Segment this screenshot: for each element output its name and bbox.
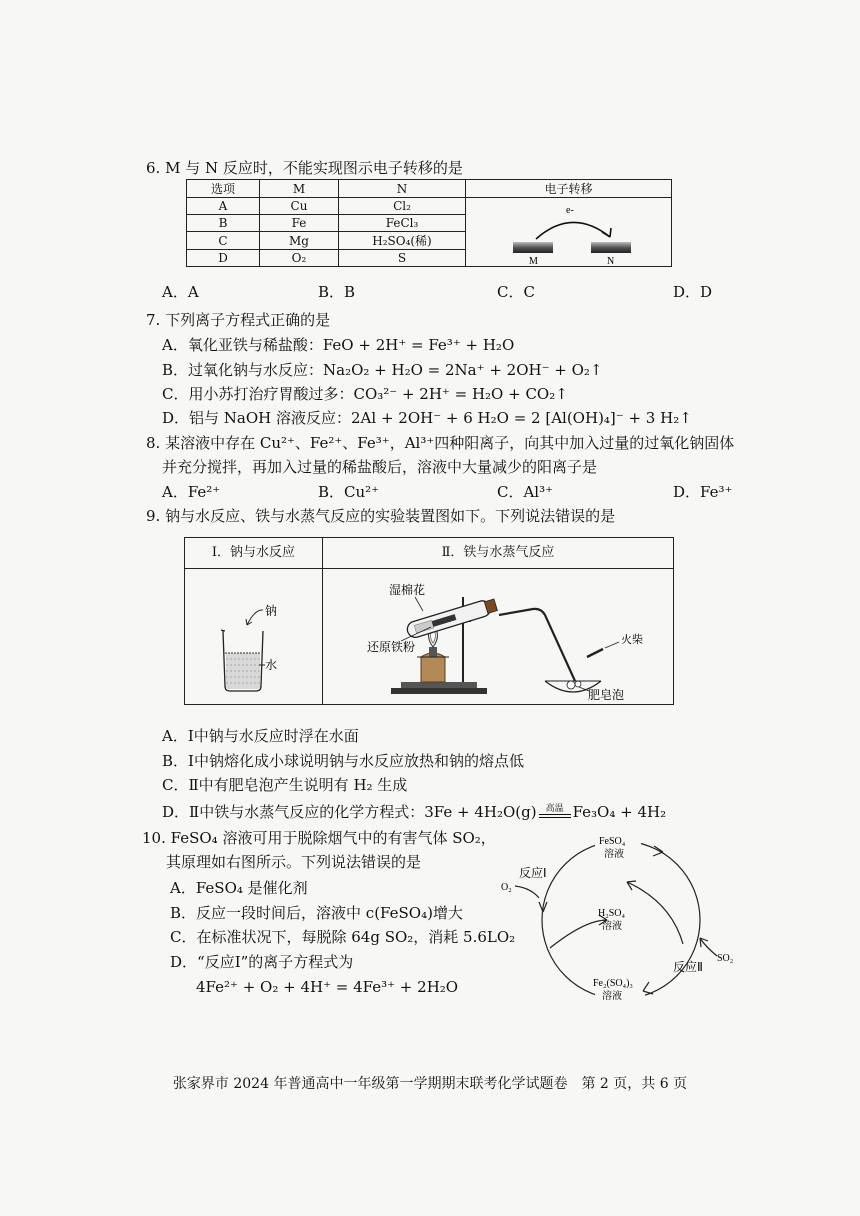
iron-steam-apparatus — [323, 569, 673, 704]
q6-transfer-cell — [466, 198, 672, 267]
match-icon — [587, 649, 603, 657]
table-row — [187, 198, 672, 215]
reaction1-label: 反应Ⅰ — [519, 866, 547, 880]
soap-bubble-icon — [567, 681, 575, 689]
condition-label: 高温 — [545, 804, 564, 814]
test-tube — [405, 597, 498, 639]
q6-header-n: N — [339, 180, 466, 198]
q6-option-b[interactable]: B．B — [318, 283, 356, 301]
q7-option-b[interactable]: B．过氧化钠与水反应：Na₂O₂ + H₂O = 2Na⁺ + 2OH⁻ + O₂↑ — [162, 361, 603, 379]
reaction2-label: 反应Ⅱ — [673, 960, 703, 974]
feso4-label: FeSO₄ — [599, 836, 626, 847]
cotton-label: 湿棉花 — [389, 583, 426, 597]
q8-option-b[interactable]: B．Cu²⁺ — [318, 483, 380, 501]
electron-transfer-diagram — [466, 199, 671, 265]
arrow-top-icon — [653, 846, 663, 856]
page-footer: 张家界市 2024 年普通高中一年级第一学期期末联考化学试题卷 第 2 页，共 6 页 — [172, 1076, 688, 1092]
q6-row-a-option: A — [187, 198, 260, 215]
q7-option-a[interactable]: A．氧化亚铁与稀盐酸：FeO + 2H⁺ = Fe³⁺ + H₂O — [162, 336, 515, 354]
q6-option-d[interactable]: D．D — [673, 283, 713, 301]
beaker-lip — [221, 630, 225, 631]
m-block — [513, 242, 553, 253]
q6-row-d-option: D — [187, 250, 260, 267]
electron-label: e- — [566, 205, 574, 216]
q6-option-a[interactable]: A．A — [162, 283, 199, 301]
transfer-arrow — [536, 222, 610, 239]
q6-row-c-m: Mg — [260, 232, 339, 250]
q6-row-a-m: Cu — [260, 198, 339, 215]
q6-row-d-m: O₂ — [260, 250, 339, 267]
q10-stem-line1: 10. FeSO₄ 溶液可用于脱除烟气中的有害气体 SO₂， — [142, 829, 496, 847]
q8-option-c[interactable]: C．Al³⁺ — [497, 483, 554, 501]
q9-option-d-prefix: D．Ⅱ中铁与水蒸气反应的化学方程式：3Fe + 4H₂O(g) — [162, 803, 537, 821]
fe2so43-label: Fe₂(SO₄)₃ — [593, 978, 633, 989]
q6-header-transfer: 电子转移 — [466, 180, 672, 198]
arrow-head-icon — [602, 228, 611, 237]
q10-option-c[interactable]: C．在标准状况下，每脱除 64g SO₂，消耗 5.6LO₂ — [170, 928, 516, 946]
q9-option-d[interactable] — [162, 801, 666, 824]
feso4-solution-label: 溶液 — [604, 849, 624, 860]
stand-base — [391, 688, 487, 694]
m-label: M — [529, 256, 538, 265]
n-label: N — [607, 256, 615, 265]
o2-label: O₂ — [501, 882, 512, 893]
sodium-water-apparatus — [185, 569, 322, 704]
iron-powder-label: 还原铁粉 — [367, 640, 416, 654]
q6-option-c[interactable]: C．C — [497, 283, 535, 301]
q7-option-d[interactable]: D．铝与 NaOH 溶液反应：2Al + 2OH⁻ + 6 H₂O = 2 [Al(OH)₄]⁻ + 3 H₂↑ — [162, 409, 692, 427]
equilibrium-sign — [537, 802, 573, 824]
o2-inflow-arrow — [515, 886, 539, 898]
q6-row-d-n: S — [339, 250, 466, 267]
q6-row-c-n: H₂SO₄(稀) — [339, 232, 466, 250]
q6-row-c-option: C — [187, 232, 260, 250]
soap-bubble-label: 肥皂泡 — [588, 688, 625, 702]
q6-row-a-n: Cl₂ — [339, 198, 466, 215]
q10-stem-line2: 其原理如右图所示。下列说法错误的是 — [166, 853, 422, 871]
q6-row-b-n: FeCl₃ — [339, 215, 466, 232]
q8-option-d[interactable]: D．Fe³⁺ — [673, 483, 733, 501]
q7-stem: 7. 下列离子方程式正确的是 — [146, 311, 331, 329]
q6-table — [186, 179, 672, 267]
q6-stem: 6. M 与 N 反应时，不能实现图示电子转移的是 — [146, 159, 463, 177]
q9-stem: 9. 钠与水反应、铁与水蒸气反应的实验装置图如下。下列说法错误的是 — [146, 507, 616, 525]
q10-option-d[interactable]: D．“反应Ⅰ”的离子方程式为 — [170, 953, 354, 971]
sodium-label: 钠 — [265, 604, 278, 618]
panel2-title: Ⅱ．铁与水蒸气反应 — [323, 538, 673, 569]
q8-stem-line1: 8. 某溶液中存在 Cu²⁺、Fe²⁺、Fe³⁺，Al³⁺四种阳离子，向其中加入过量的过氧化钠固体 — [146, 434, 735, 452]
inner-arc-left — [550, 920, 607, 948]
q7-option-c[interactable]: C．用小苏打治疗胃酸过多：CO₃²⁻ + 2H⁺ = H₂O + CO₂↑ — [162, 385, 568, 403]
q6-header-row — [187, 180, 672, 198]
water-label: 水 — [265, 658, 278, 672]
so2-label: SO₂ — [717, 953, 734, 964]
q9-option-c[interactable]: C．Ⅱ中有肥皂泡产生说明有 H₂ 生成 — [162, 776, 408, 794]
q9-apparatus-figure — [184, 537, 674, 705]
q10-option-b[interactable]: B．反应一段时间后，溶液中 c(FeSO₄)增大 — [170, 904, 463, 922]
so2-inflow-arrow — [700, 938, 717, 956]
q9-option-b[interactable]: B．Ⅰ中钠熔化成小球说明钠与水反应放热和钠的熔点低 — [162, 752, 524, 770]
n-block — [591, 242, 631, 253]
q6-header-option: 选项 — [187, 180, 260, 198]
q6-row-b-m: Fe — [260, 215, 339, 232]
q9-option-a[interactable]: A．Ⅰ中钠与水反应时浮在水面 — [162, 727, 359, 745]
q9-option-d-suffix: Fe₃O₄ + 4H₂ — [572, 803, 667, 821]
q6-header-m: M — [260, 180, 339, 198]
sodium-pointer — [247, 610, 263, 625]
match-label: 火柴 — [621, 634, 643, 646]
inner-arc-right — [627, 882, 683, 944]
q8-stem-line2: 并充分搅拌，再加入过量的稀盐酸后，溶液中大量减少的阳离子是 — [162, 458, 598, 476]
q10-option-a[interactable]: A．FeSO₄ 是催化剂 — [170, 879, 308, 897]
q6-row-b-option: B — [187, 215, 260, 232]
q10-option-d-equation: 4Fe²⁺ + O₂ + 4H⁺ = 4Fe³⁺ + 2H₂O — [196, 978, 459, 996]
panel1-title: Ⅰ．钠与水反应 — [185, 538, 322, 569]
h2so4-solution-label: 溶液 — [602, 921, 622, 932]
q8-option-a[interactable]: A．Fe²⁺ — [162, 483, 221, 501]
h2so4-label: H₂SO₄ — [598, 908, 625, 919]
cycle-circle — [542, 841, 700, 999]
delivery-tube — [499, 609, 575, 681]
fe2so43-solution-label: 溶液 — [602, 991, 622, 1000]
desulfurization-cycle-diagram — [495, 828, 745, 1000]
